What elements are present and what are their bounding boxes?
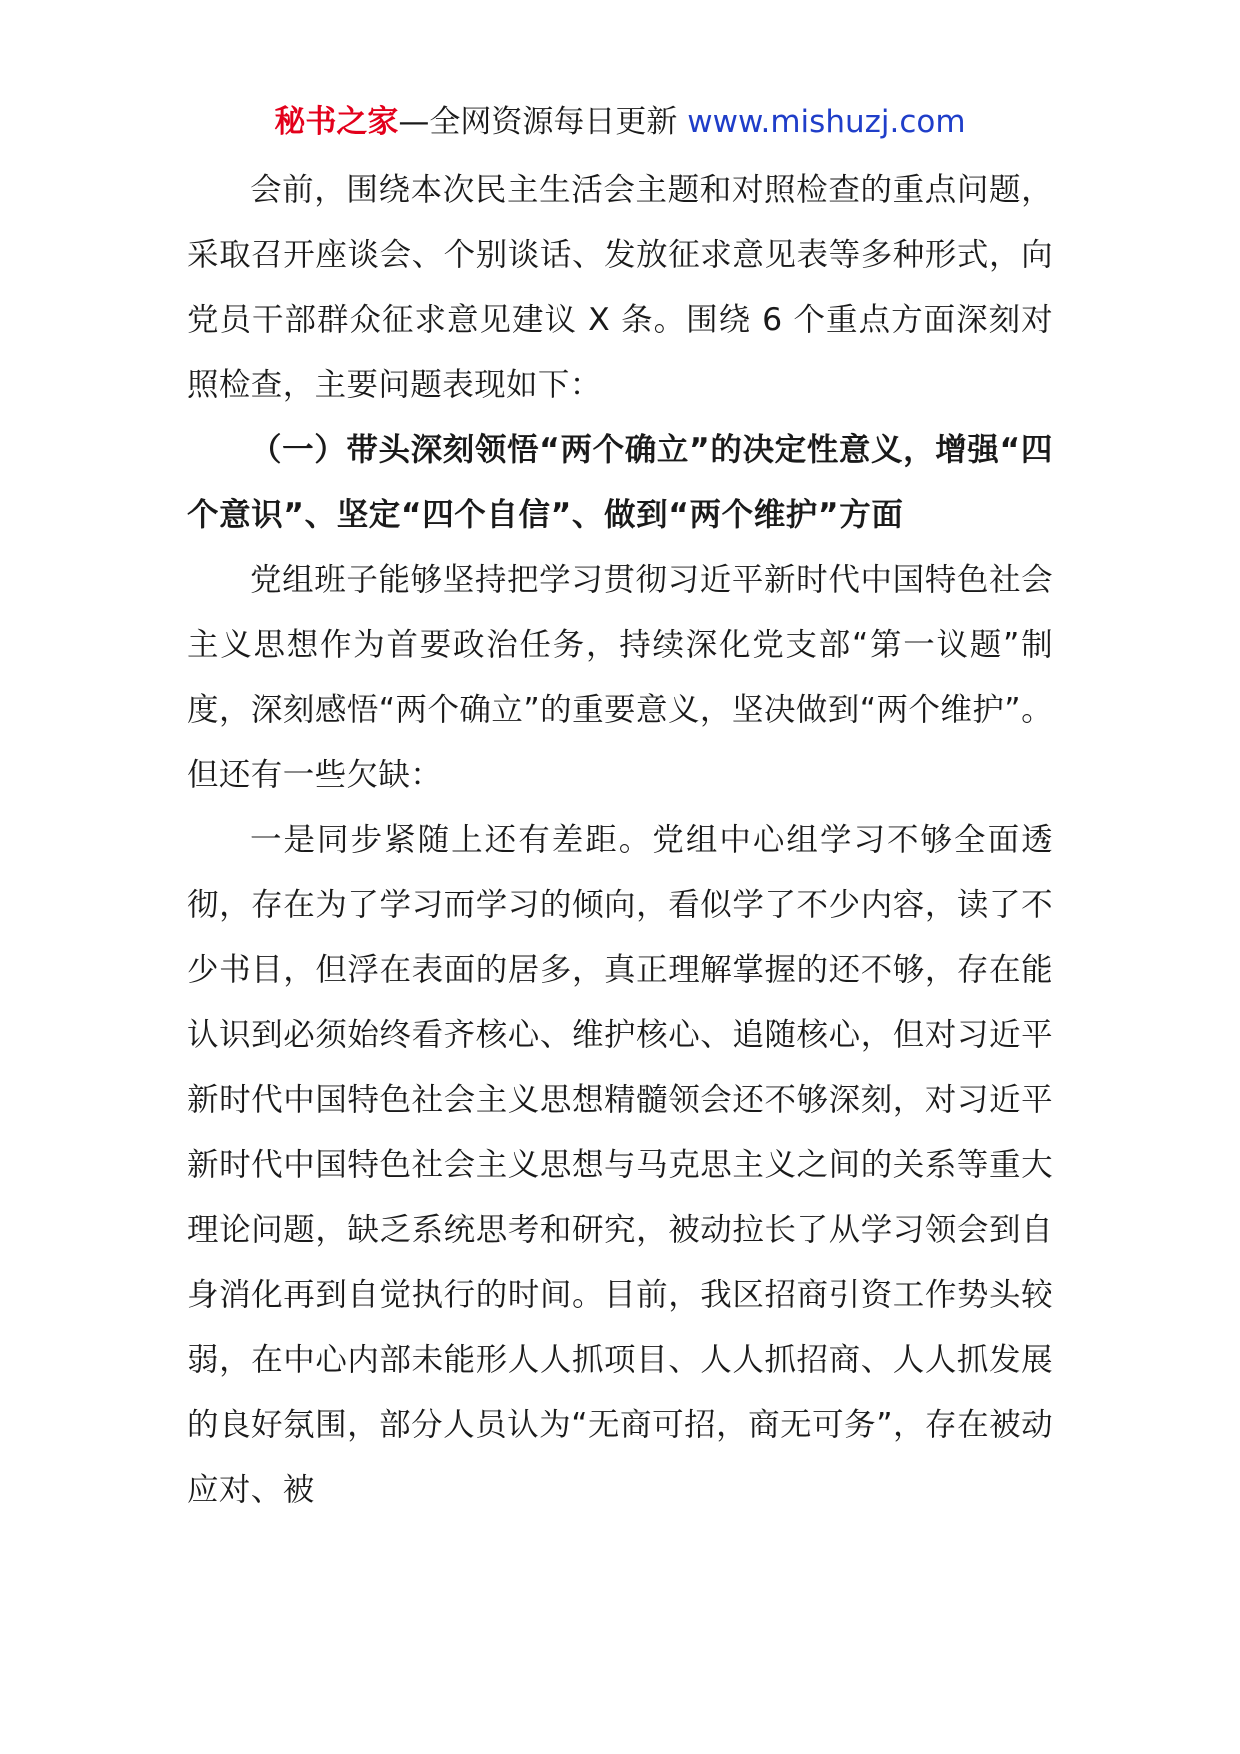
section-heading: （一）带头深刻领悟“两个确立”的决定性意义，增强“四个意识”、坚定“四个自信”、做到“两个维护”方面: [187, 432, 1053, 533]
body-paragraph: 党组班子能够坚持把学习贯彻习近平新时代中国特色社会主义思想作为首要政治任务，持续深化党支部“第一议题”制度，深刻感悟“两个确立”的重要意义，坚决做到“两个维护”。但还有一些欠缺：: [187, 562, 1053, 793]
body-paragraph: 一是同步紧随上还有差距。党组中心组学习不够全面透彻，存在为了学习而学习的倾向，看似学了不少内容，读了不少书目，但浮在表面的居多，真正理解掌握的还不够，存在能认识到必须始终看齐核心、维护核心、追随核心，但对习近平新时代中国特色社会主义思想精髓领会还不够深刻，对习近平新时代中国特色社会主义思想与马克思主义之间的关系等重大理论问题，缺乏系统思考和研究，被动拉长了从学习领会到自身消化再到自觉执行的时间。目前，我区招商引资工作势头较弱，在中心内部未能形人人抓项目、人人抓招商、人人抓发展的良好氛围，部分人员认为“无商可招，商无可务”，存在被动应对、被: [187, 822, 1053, 1508]
document-body: [187, 158, 1053, 1523]
brand-name: 秘书之家: [274, 104, 399, 140]
site-url-link[interactable]: www.mishuzj.com: [687, 104, 966, 140]
header-tagline: —全网资源每日更新: [398, 104, 688, 140]
intro-paragraph: 会前，围绕本次民主生活会主题和对照检查的重点问题，采取召开座谈会、个别谈话、发放征求意见表等多种形式，向党员干部群众征求意见建议 X 条。围绕 6 个重点方面深刻对照检查，主要问题表现如下：: [187, 172, 1053, 403]
site-header-banner: [0, 102, 1240, 142]
